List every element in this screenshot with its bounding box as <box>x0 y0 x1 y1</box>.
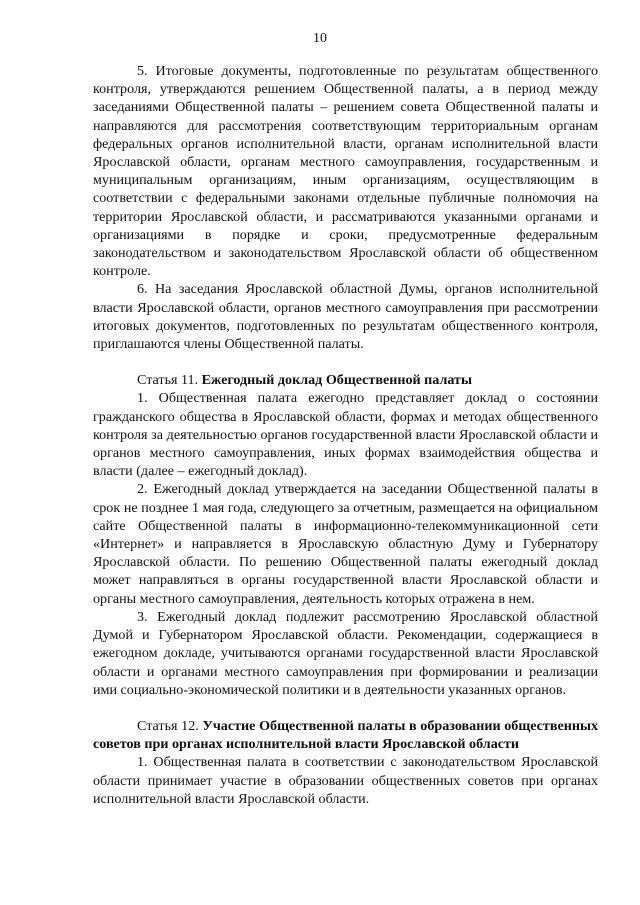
paragraph-10-5: 5. Итоговые документы, подготовленные по результатам общественного контроля, утверждаются решением Общественной палаты, а в период между заседаниями Общественной палаты – решением совета Общественной палаты и направляются для рассмотрения соответствующим территориальным органам федеральных органов исполнительной власти, органам исполнительной власти Ярославской области, органам местного самоуправления, государственным и муниципальным организациям, иным организациям, осуществляющим в соответствии с федеральными законами отдельные публичные полномочия на территории Ярославской области, и рассматриваются указанными органами и организациями в порядке и сроки, предусмотренные федеральным законодательством и законодательством Ярославской области об общественном контроле. <box>93 63 598 280</box>
paragraph-11-1: 1. Общественная палата ежегодно представляет доклад о состоянии гражданского общества в Ярославской области, формах и методах общественного контроля за деятельностью органов государственной власти Ярославской области и органов местного самоуправления, иных формах взаимодействия общества и власти (далее – ежегодный доклад). <box>93 390 598 480</box>
article-11-heading <box>93 371 598 389</box>
article-12-title: Участие Общественной палаты в образовании общественных советов при органах исполнительной власти Ярославской области <box>93 717 599 753</box>
article-11-title: Ежегодный доклад Общественной палаты <box>201 372 472 389</box>
paragraph-12-1: 1. Общественная палата в соответствии с законодательством Ярославской области принимает участие в образовании общественных советов при органах исполнительной власти Ярославской области. <box>93 754 598 807</box>
paragraph-11-3: 3. Ежегодный доклад подлежит рассмотрению Ярославской областной Думой и Губернатором Ярославской области. Рекомендации, содержащиеся в ежегодном докладе, учитываются органами государственной власти Ярославской области и органами местного самоуправления при формировании и реализации ими социально-экономической политики и в деятельности указанных органов. <box>93 608 598 698</box>
page-number: 10 <box>313 31 327 46</box>
article-12-label: Статья 12. <box>137 717 199 734</box>
article-12-heading <box>93 717 598 753</box>
paragraph-10-6: 6. На заседания Ярославской областной Думы, органов исполнительной власти Ярославской области, органов местного самоуправления при рассмотрении итоговых документов, подготовленных по результатам общественного контроля, приглашаются члены Общественной палаты. <box>93 281 598 353</box>
paragraph-11-2: 2. Ежегодный доклад утверждается на заседании Общественной палаты в срок не позднее 1 мая года, следующего за отчетным, размещается на официальном сайте Общественной палаты в информационно-телекоммуникационной сети «Интернет» и направляется в Ярославскую областную Думу и Губернатору Ярославской области. По решению Общественной палаты ежегодный доклад может направляться в органы государственной власти Ярославской области и органы местного самоуправления, деятельность которых отражена в нем. <box>93 481 598 607</box>
document-body <box>93 62 598 808</box>
article-11-label: Статья 11. <box>137 372 199 389</box>
